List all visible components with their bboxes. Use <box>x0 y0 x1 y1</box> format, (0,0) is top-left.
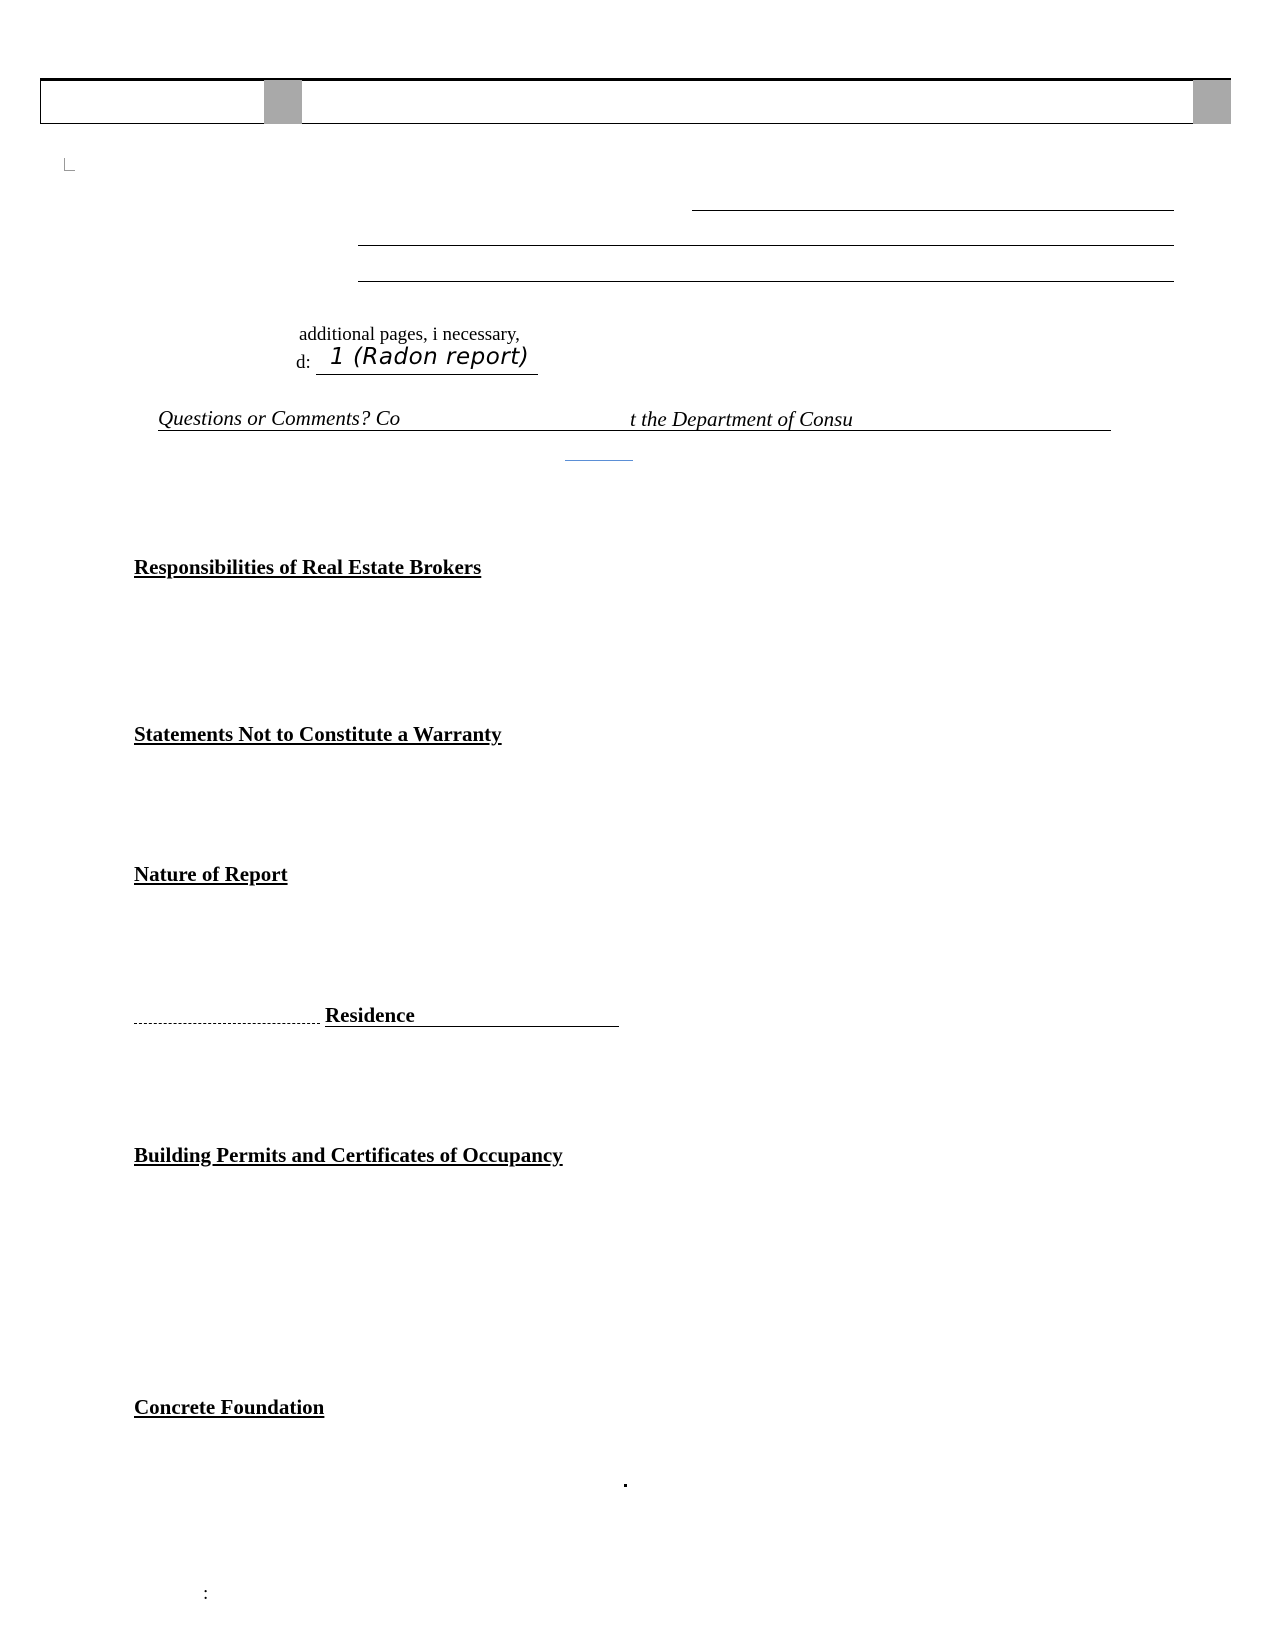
fill-in-line <box>692 210 1174 211</box>
questions-text-start: Questions or Comments? Co <box>158 406 401 430</box>
header-shaded-cell-right <box>1193 80 1231 124</box>
link-underline <box>565 460 633 461</box>
heading-broker-responsibilities: Responsibilities of Real Estate Brokers <box>134 555 482 579</box>
heading-concrete-foundation: Concrete Foundation <box>134 1395 325 1419</box>
checkbox-icon <box>64 158 75 171</box>
fill-in-line <box>358 281 1174 282</box>
questions-underline <box>158 430 1111 431</box>
colon-mark: : <box>203 1583 209 1604</box>
header-shaded-cell-left <box>264 80 302 124</box>
attachments-line <box>316 374 538 375</box>
attachments-label: d: <box>296 352 311 373</box>
header-box <box>40 78 1231 124</box>
fill-in-line <box>358 245 1174 246</box>
residence-dashed-line <box>134 1023 320 1024</box>
residence-underline <box>325 1026 619 1027</box>
stray-dot <box>624 1484 627 1487</box>
attachments-note: additional pages, i necessary, <box>299 324 520 345</box>
attachments-handwritten-value: 1 (Radon report) <box>330 344 530 370</box>
heading-building-permits: Building Permits and Certificates of Occupancy <box>134 1143 563 1167</box>
heading-no-warranty: Statements Not to Constitute a Warranty <box>134 722 502 746</box>
heading-nature-of-report: Nature of Report <box>134 862 288 886</box>
questions-text-end: t the Department of Consu <box>630 407 853 431</box>
heading-residence: Residence <box>325 1003 415 1027</box>
